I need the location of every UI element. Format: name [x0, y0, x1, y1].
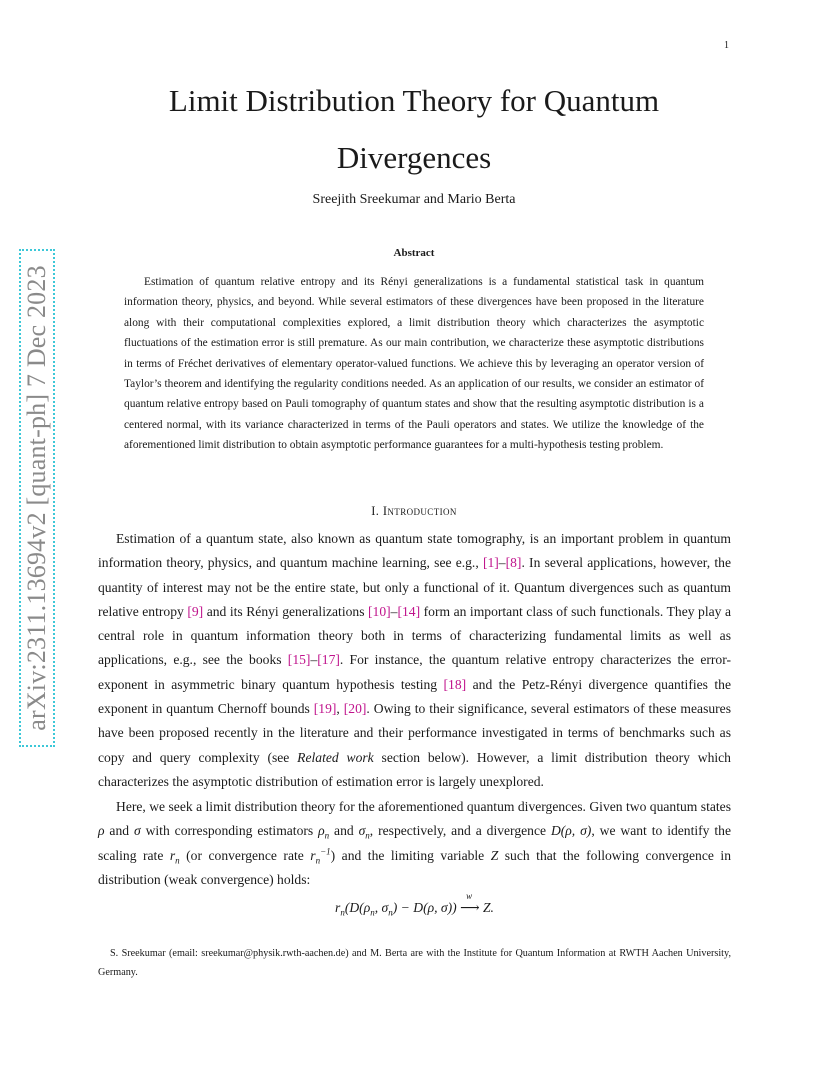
citation-link[interactable]: [18]	[443, 676, 467, 692]
math-symbol: ρ	[318, 823, 325, 839]
math-expression: Z.	[482, 900, 494, 915]
text-run: and the Petz-Rényi divergence quantifies the exponent in quantum Chernoff bounds	[98, 676, 731, 717]
text-run: –	[310, 652, 318, 668]
math-symbol: r	[169, 847, 176, 863]
weak-convergence-arrow	[460, 891, 480, 916]
intro-paragraph-1	[98, 527, 731, 794]
math-subscript: n	[175, 855, 180, 866]
math-superscript: −1	[320, 846, 331, 857]
arrow-label: w	[466, 891, 473, 901]
citation-link[interactable]: [1]	[482, 555, 499, 571]
text-run: –	[498, 555, 506, 571]
math-subscript: n	[388, 907, 393, 918]
math-subscript: n	[324, 831, 330, 842]
math-subscript: n	[315, 855, 321, 866]
arxiv-identifier[interactable]: arXiv:2311.13694v2 [quant-ph] 7 Dec 2023	[22, 265, 51, 731]
math-expression: (D(ρ	[344, 900, 371, 915]
section-title: Introduction	[382, 504, 457, 518]
citation-link[interactable]: [14]	[397, 603, 421, 619]
text-run: . For instance, the quantum relative entropy characterizes the error-exponent in asymmetric binary quantum hypothesis testing	[98, 652, 732, 692]
math-rho-n	[318, 823, 330, 842]
section-numeral: I.	[371, 504, 380, 518]
math-subscript: n	[340, 907, 345, 918]
text-run: section below). However, a limit distribution theory which characterizes the asymptotic distribution of estimation error is largely unexplored.	[98, 749, 731, 789]
math-z: Z	[490, 847, 499, 863]
emphasis-related-work: Related work	[297, 749, 374, 765]
math-sigma-n	[358, 823, 370, 842]
text-run: and	[104, 823, 134, 839]
math-divergence: D(ρ, σ)	[550, 823, 592, 839]
text-run: , we want to identify the scaling rate	[98, 823, 731, 863]
citation-link[interactable]: [9]	[187, 603, 204, 619]
citation-link[interactable]: [19]	[313, 701, 337, 717]
math-r-n-inverse	[310, 846, 331, 866]
text-run: such that the following convergence in distribution (weak convergence) holds:	[98, 847, 731, 887]
math-expression: ) − D(ρ, σ))	[392, 900, 457, 915]
citation-link[interactable]: [20]	[343, 701, 367, 717]
paper-authors: Sreejith Sreekumar and Mario Berta	[312, 192, 516, 207]
math-expression: , σ	[374, 900, 389, 915]
author-footnote: S. Sreekumar (email: sreekumar@physik.rwth-aachen.de) and M. Berta are with the Institute for Quantum Information at RWTH Aachen University, Germany.	[98, 948, 731, 978]
text-run: Here, we seek a limit distribution theory for the aforementioned quantum divergences. Given two quantum states	[116, 799, 731, 814]
citation-link[interactable]: [10]	[368, 603, 391, 619]
math-symbol: r	[335, 900, 341, 915]
citation-link[interactable]: [8]	[505, 555, 522, 571]
arrow-symbol: ⟶	[460, 900, 480, 915]
citation-link[interactable]: [15]	[287, 652, 311, 668]
text-run: form an important class of such functionals. They play a central role in quantum information theory both in terms of characterizing fundamental limits as well as applications, e.g., see the books	[98, 603, 732, 668]
math-r-n	[169, 847, 180, 866]
math-symbol: σ	[358, 823, 366, 839]
text-run: –	[390, 603, 398, 619]
page-number: 1	[724, 40, 729, 51]
text-run: . Owing to their significance, several estimators of these measures have been proposed recently in the literature and their performance investigated in terms of benchmarks such as copy and query complexity (see	[98, 701, 732, 765]
math-sigma: σ	[133, 823, 141, 839]
text-run: with corresponding estimators	[140, 823, 319, 839]
text-run: (or convergence rate	[179, 847, 311, 863]
convergence-equation	[98, 891, 731, 918]
text-run: ) and the limiting variable	[330, 847, 491, 863]
text-run: . In several applications, however, the quantity of interest may not be the entire state, but only a functional of it. Quantum divergences such as quantum relative entropy	[98, 555, 731, 619]
paper-title: Limit Distribution Theory for Quantum Divergences	[168, 83, 660, 175]
math-subscript: n	[370, 907, 375, 918]
section-heading	[100, 504, 728, 519]
text-run: ,	[336, 701, 344, 717]
math-subscript: n	[365, 831, 370, 842]
text-run: , respectively, and a divergence	[369, 823, 551, 839]
math-rho: ρ	[98, 823, 105, 839]
abstract-heading: Abstract	[393, 247, 435, 259]
text-run: Estimation of a quantum state, also known as quantum state tomography, is an important problem in quantum information theory, physics, and quantum machine learning, see e.g.,	[98, 531, 731, 571]
citation-link[interactable]: [17]	[317, 652, 340, 668]
abstract-body: Estimation of quantum relative entropy and its Rényi generalizations is a fundamental statistical task in quantum information theory, physics, and beyond. While several estimators of these divergences have been proposed in the literature along with their computational complexities explored, a limit distribution theory which characterizes the asymptotic fluctuations of the estimation error is still premature. As our main contribution, we characterize these asymptotic distributions in terms of Fréchet derivatives of elementary operator-valued functions. We achieve this by leveraging an operator version of Taylor’s theorem and identifying the regularity conditions needed. As an application of our results, we consider an estimator of quantum relative entropy based on Pauli tomography of quantum states and show that the resulting asymptotic distribution is a centered normal, with its variance characterized in terms of the Pauli operators and states. We utilize the knowledge of the aforementioned limit distribution to obtain asymptotic performance guarantees for a multi-hypothesis testing problem.	[124, 276, 704, 452]
intro-paragraph-2	[98, 795, 731, 892]
text-run: and	[329, 823, 359, 839]
math-symbol: r	[310, 847, 316, 863]
text-run: and its Rényi generalizations	[203, 603, 369, 619]
